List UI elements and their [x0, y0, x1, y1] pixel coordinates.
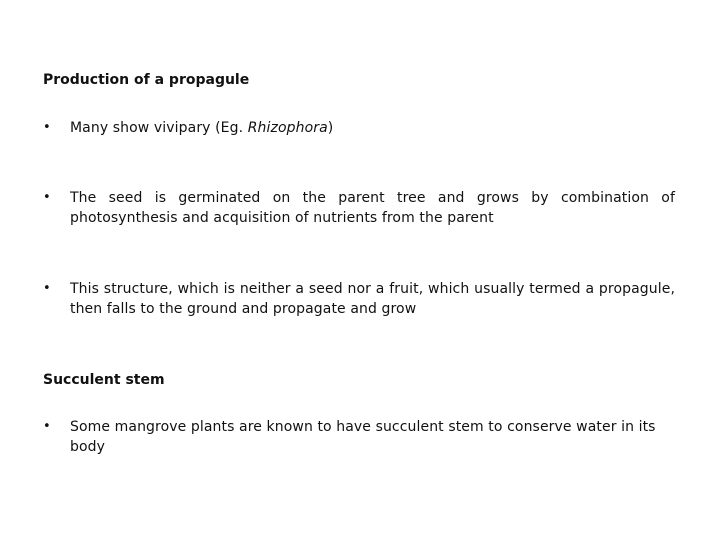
bullet-text: The seed is germinated on the parent tree and grows by combination of photosynthesis and acquisition of nutrients from the parent: [70, 190, 675, 226]
bullet-icon: •: [43, 120, 51, 135]
section-heading-succulent: Succulent stem: [43, 372, 165, 388]
bullet-icon: •: [43, 281, 51, 296]
section-heading-propagule: Production of a propagule: [43, 72, 250, 88]
bullet-succulent-stem: [43, 417, 675, 457]
species-name: Rhizophora: [247, 120, 328, 136]
bullet-text: Many show vivipary (Eg. Rhizophora): [70, 120, 334, 136]
bullet-germination: [43, 188, 675, 228]
bullet-icon: •: [43, 190, 51, 205]
bullet-propagule-structure: [43, 279, 675, 319]
bullet-text: This structure, which is neither a seed nor a fruit, which usually termed a propagule, then falls to the ground and propagate and grow: [70, 281, 675, 317]
bullet-vivipary: [43, 118, 675, 138]
bullet-text: Some mangrove plants are known to have succulent stem to conserve water in its body: [70, 419, 656, 455]
bullet-icon: •: [43, 419, 51, 434]
